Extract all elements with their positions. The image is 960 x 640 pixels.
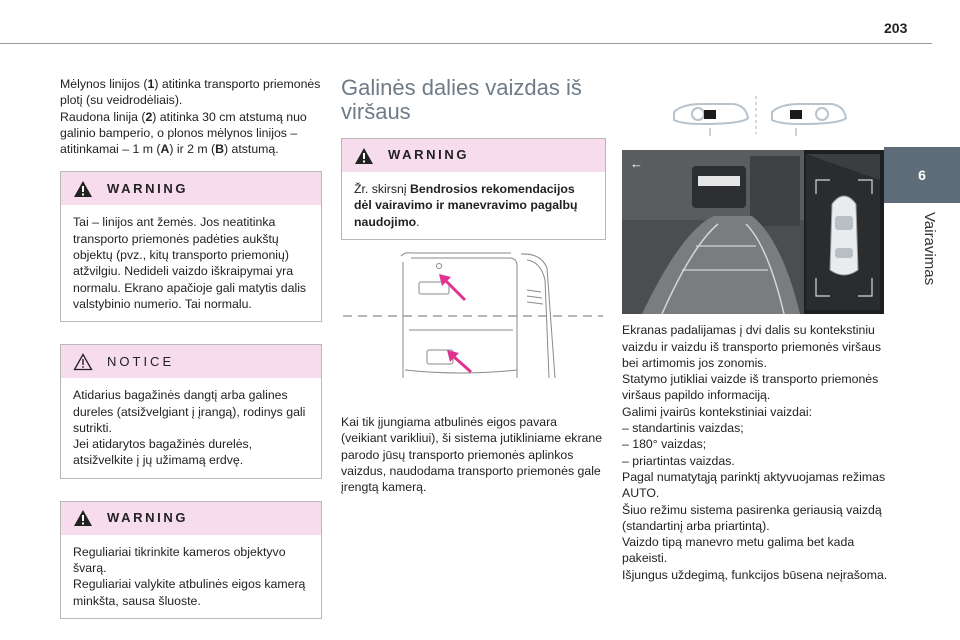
section-caption: Kai tik įjungiama atbulinės eigos pavara (veikiant varikliui), ši sistema jutikliniame ekrane parodo jūsų transporto priemonės aplinkos vaizdus, naudodama transporto priemonės gale įrengtą kamerą. (341, 415, 603, 495)
warning-title: WARNING (388, 147, 470, 163)
caption-line: Vaizdo tipą manevro metu galima bet kada pakeisti. (622, 535, 855, 566)
warning-line: Reguliariai valykite atbulinės eigos kamerą minkšta, sausa šluoste. (73, 577, 306, 608)
caption-line: Šiuo režimu sistema pasirenka geriausią vaizdą (standartinį arba priartintą). (622, 502, 882, 533)
intro-reference: A (160, 142, 170, 157)
notice-line: Jei atidarytos bagažinės durelės, atsižvelkite į jų užimamą erdvę. (73, 437, 253, 468)
warning-header (61, 172, 321, 205)
car-roof-camera-icon (622, 90, 888, 138)
chapter-tab[interactable]: 6 (884, 147, 960, 203)
caption-line: Galimi įvairūs kontekstiniai vaizdai: (622, 404, 812, 419)
section-heading: Galinės dalies vaizdas iš viršaus (341, 75, 582, 124)
warning-triangle-icon (73, 509, 93, 527)
intro-reference: 2 (145, 109, 153, 124)
notice-triangle-icon (73, 353, 93, 371)
chapter-title: Vairavimas (921, 212, 938, 286)
warning-text (61, 535, 321, 618)
intro-reference: 1 (147, 77, 155, 91)
intro-text: ) atitinka transporto priemonės plotį (su veidrodėliais). (60, 77, 321, 108)
intro-text: ) atitinka 30 cm atstumą nuo galinio bamperio, o plonos mėlynos linijos – atitinkamai – 1 m ( (60, 109, 307, 157)
header-rule (0, 43, 932, 44)
camera-view-screen (622, 150, 884, 314)
intro-text: Mėlynos linijos ( (60, 77, 148, 91)
caption-line: – 180° vaizdas; (622, 437, 707, 452)
notice-box (60, 344, 322, 478)
intro-text: ) ir 2 m ( (169, 142, 216, 157)
page-number: 203 (884, 20, 908, 36)
warning-title: WARNING (107, 510, 189, 526)
back-arrow-icon[interactable]: ← (630, 156, 643, 172)
caption-line: Ekranas padalijamas į dvi dalis su kontekstiniu vaizdu ir vaizdu iš transporto priemonės viršaus bei artimomis jos zonomis. (622, 323, 882, 370)
warning-header (61, 502, 321, 535)
column-right (622, 76, 888, 583)
notice-text (61, 378, 321, 477)
warning-link-text[interactable]: Bendrosios rekomendacijos dėl vairavimo ir manevravimo pagalbų naudojimo (354, 182, 578, 229)
warning-line: Reguliariai tikrinkite kameros objektyvo švarą. (73, 544, 286, 576)
screen-caption (622, 322, 888, 583)
column-left (60, 76, 322, 619)
warning-title: WARNING (107, 180, 189, 196)
pointer-arrow-icon (439, 274, 465, 300)
warning-triangle-icon (73, 180, 93, 198)
intro-text: ) atstumą. (224, 142, 279, 157)
van-rear-illustration (341, 250, 606, 390)
notice-header (61, 345, 321, 378)
warning-box-3 (341, 138, 606, 240)
intro-text: Raudona linija ( (60, 109, 146, 124)
notice-line: Atidarius bagažinės dangtį arba galines dureles (atsižvelgiant į įrangą), rodinys gali sutrikti. (73, 388, 306, 435)
warning-suffix: . (416, 214, 420, 229)
warning-header (342, 139, 605, 172)
warning-text (342, 172, 605, 239)
notice-title: NOTICE (107, 353, 175, 369)
warning-prefix: Žr. skirsnį (354, 182, 411, 196)
warning-triangle-icon (354, 147, 374, 165)
caption-line: Pagal numatytąją parinktį aktyvuojamas režimas AUTO. (622, 469, 886, 501)
intro-reference: B (215, 142, 225, 157)
warning-box-1 (60, 171, 322, 322)
column-middle (341, 76, 606, 496)
pointer-arrow-icon (447, 350, 471, 372)
caption-line: Statymo jutikliai vaizde iš transporto priemonės viršaus papildo informaciją. (622, 372, 879, 403)
caption-line: – standartinis vaizdas; (622, 421, 744, 436)
caption-line: – priartintas vaizdas. (622, 453, 735, 468)
warning-box-2 (60, 501, 322, 619)
intro-paragraph (60, 76, 322, 157)
warning-text: Tai – linijos ant žemės. Jos neatitinka transporto priemonės padėties aukštų objektų (pvz., kitų transporto priemonių) atžvilgiu. Nedideli vaizdo iškraipymai yra normalu. Ekrano apačioje gali matytis dalis valstybinio numerio. Tai normalu. (73, 215, 307, 311)
caption-line: Išjungus uždegimą, funkcijos būsena neįrašoma. (622, 567, 888, 582)
